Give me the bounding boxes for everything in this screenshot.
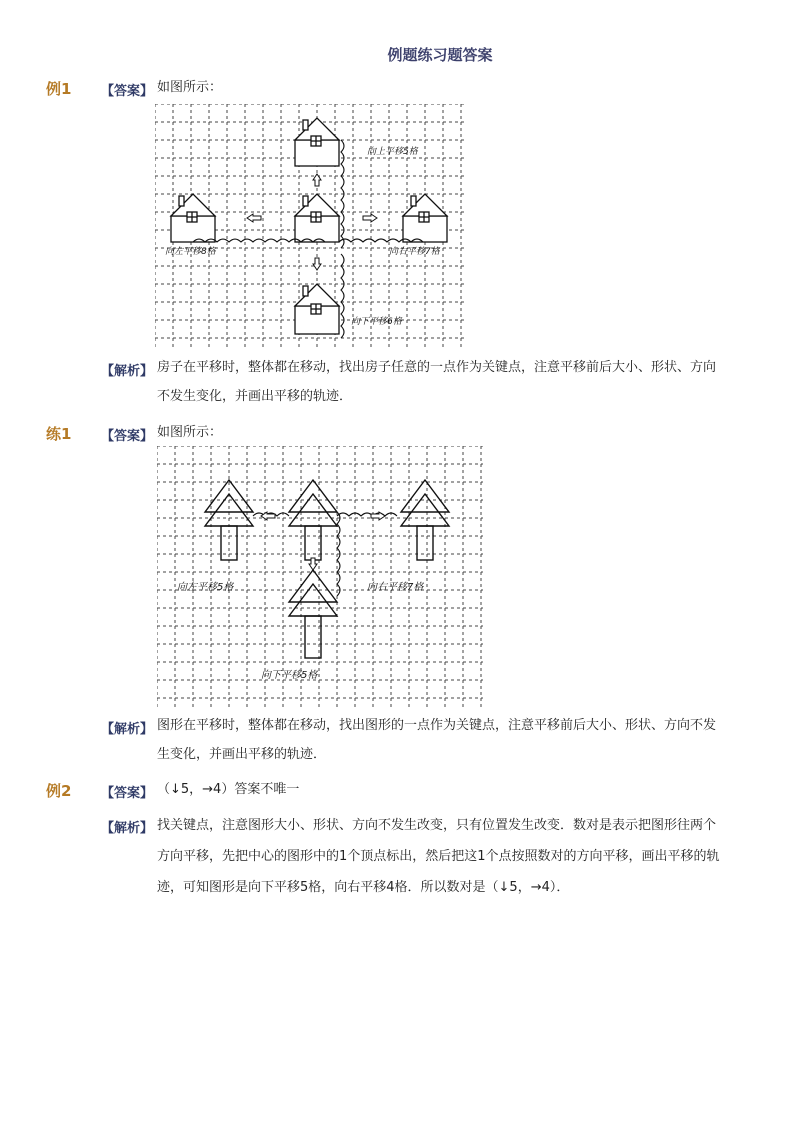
answer-tag: 【答案】 — [101, 84, 154, 99]
label-right: 向右平移7格 — [389, 247, 440, 257]
label-right: 向右平移7格 — [367, 582, 424, 593]
house-right — [403, 194, 447, 242]
label-up: 向上平移5格 — [367, 147, 418, 157]
answer-text: 如图所示： — [157, 80, 223, 95]
house-top — [295, 118, 339, 166]
figure-1 — [155, 104, 467, 350]
analysis-tag: 【解析】 — [101, 722, 154, 737]
page-title: 例题练习题答案 — [387, 46, 493, 64]
analysis-tag: 【解析】 — [101, 364, 154, 379]
house-center — [295, 194, 339, 242]
analysis-tag: 【解析】 — [101, 821, 154, 836]
grid — [157, 446, 483, 708]
example-1-label: 例1 — [46, 80, 72, 98]
label-left: 向左平移8格 — [165, 247, 216, 257]
example-2-label: 例2 — [46, 782, 72, 800]
answer-tag: 【答案】 — [101, 786, 154, 801]
arrows — [261, 512, 385, 570]
practice-1-label: 练1 — [46, 425, 72, 443]
tree-center — [289, 480, 337, 560]
answer-text: （↓5，→4）答案不唯一 — [157, 782, 300, 797]
analysis-text: 图形在平移时，整体都在移动，找出图形的一点作为关键点，注意平移前后大小、形状、方向不发生变化，并画出平移的轨迹． — [157, 718, 717, 762]
label-down: 向下平移6格 — [351, 317, 402, 327]
house-bottom — [295, 284, 339, 334]
analysis-text: 找关键点，注意图形大小、形状、方向不发生改变，只有位置发生改变．数对是表示把图形往两个方向平移，先把中心的图形中的1个顶点标出，然后把这1个点按照数对的方向平移，画出平移的轨迹，可知图形是向下平移5格，向右平移4格．所以数对是（↓5，→4）． — [157, 818, 720, 895]
tree-right — [401, 480, 449, 560]
house-left — [171, 194, 215, 242]
tree-bottom — [289, 570, 337, 658]
analysis-text: 房子在平移时，整体都在移动，找出房子任意的一点作为关键点，注意平移前后大小、形状、方向不发生变化，并画出平移的轨迹． — [157, 360, 717, 404]
label-left: 向左平移5格 — [177, 582, 234, 593]
label-down: 向下平移5格 — [261, 670, 318, 681]
figure-2 — [157, 446, 483, 708]
answer-tag: 【答案】 — [101, 429, 154, 444]
answer-text: 如图所示： — [157, 425, 223, 440]
